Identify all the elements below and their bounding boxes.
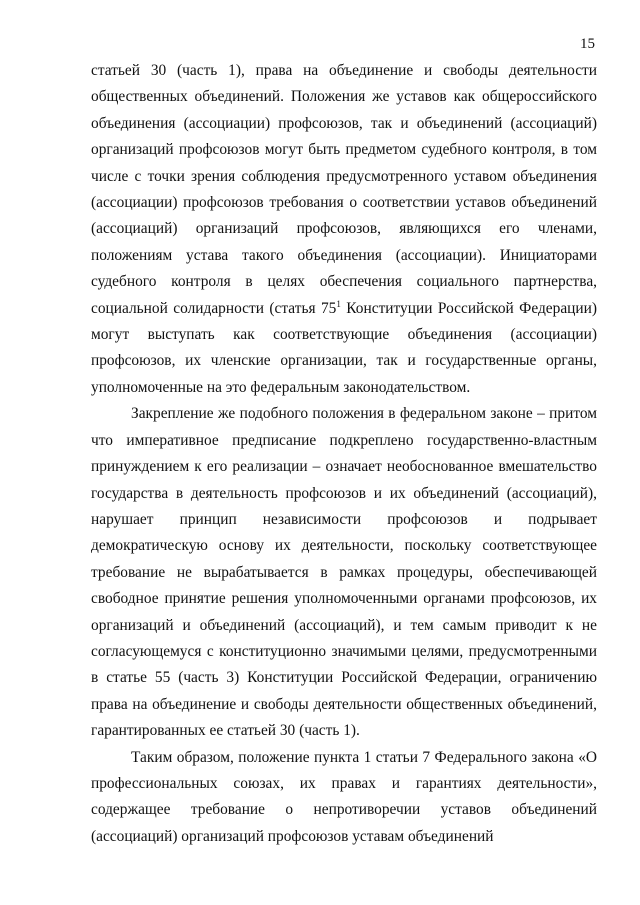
page-number: 15: [580, 36, 595, 52]
paragraph-1-text-cont: Конституции Российской Федерации) могут выступать как соответствующие объединения (ассоциации) профсоюзов, их членские организации, так и государственные органы, уполномоченные на это федеральным законодательством.: [91, 299, 597, 396]
paragraph-1-text: статьей 30 (часть 1), права на объединение и свободы деятельности общественных объединений. Положения же уставов как общероссийского объединения (ассоциации) профсоюзов, так и объединений (ассоциаций) организаций профсоюзов могут быть предметом судебного контроля, в том числе с точки зрения соблюдения предусмотренного уставом объединения (ассоциации) профсоюзов требования о соответствии уставов объединений (ассоциаций) организаций профсоюзов, являющихся его членами, положениям устава такого объединения (ассоциации). Инициаторами судебного контроля в целях обеспечения социального партнерства, социальной солидарности (статья 75: [91, 62, 597, 317]
paragraph-3: Таким образом, положение пункта 1 статьи 7 Федерального закона «О профессиональных союзах, их правах и гарантиях деятельности», содержащее требование о непротиворечии уставов объединений (ассоциаций) организаций профсоюзов уставам объединений: [91, 748, 597, 845]
paragraph-2: Закрепление же подобного положения в федеральном законе – притом что императивное предписание подкреплено государственно-властным принуждением к его реализации – означает необоснованное вмешательство государства в деятельность профсоюзов и их объединений (ассоциаций), нарушает принцип независимости профсоюзов и подрывает демократическую основу их деятельности, поскольку соответствующее требование не вырабатывается в рамках процедуры, обеспечивающей свободное принятие решения уполномоченными органами профсоюзов, их организаций и объединений (ассоциаций), и тем самым приводит к не согласующемуся с конституционно значимыми целями, предусмотренными в статье 55 (часть 3) Конституции Российской Федерации, ограничению права на объединение и свободы деятельности общественных объединений, гарантированных ее статьей 30 (часть 1).: [91, 405, 597, 740]
superscript-1: 1: [336, 298, 341, 309]
paragraph-1: [91, 58, 597, 401]
body-text: [91, 58, 597, 850]
